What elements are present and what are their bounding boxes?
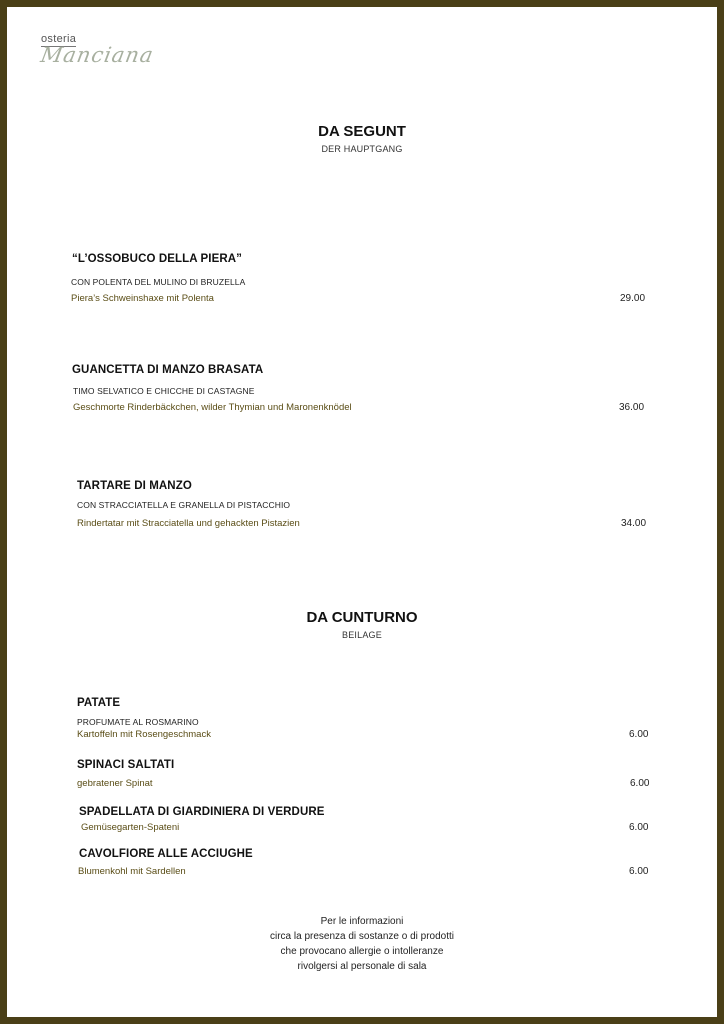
menu-item-price: 6.00 [629, 822, 649, 833]
menu-item-description: TIMO SELVATICO E CHICCHE DI CASTAGNE [73, 386, 255, 396]
menu-item-name: “L’OSSOBUCO DELLA PIERA” [72, 253, 243, 265]
menu-item-translation: gebratener Spinat [77, 778, 153, 789]
menu-item-description: CON POLENTA DEL MULINO DI BRUZELLA [71, 277, 246, 287]
section-subtitle-side-dishes: BEILAGE [342, 630, 382, 640]
menu-item-translation: Kartoffeln mit Rosengeschmack [77, 729, 211, 740]
menu-item-translation: Gemüsegarten-Spateni [81, 822, 180, 833]
menu-item-description: CON STRACCIATELLA E GRANELLA DI PISTACCHIO [77, 500, 291, 510]
allergy-note [7, 914, 717, 974]
menu-item-price: 29.00 [620, 293, 646, 304]
allergy-note-line: che provocano allergie o intolleranze [280, 946, 444, 957]
section-title-main-course: DA SEGUNT [318, 123, 406, 140]
menu-item-name: SPINACI SALTATI [77, 759, 175, 771]
section-title-side-dishes: DA CUNTURNO [306, 609, 418, 626]
menu-page [7, 7, 717, 1017]
allergy-note-line: circa la presenza di sostanze o di prodotti [270, 931, 454, 942]
menu-item-name: CAVOLFIORE ALLE ACCIUGHE [79, 848, 253, 860]
allergy-note-line: Per le informazioni [320, 916, 404, 927]
menu-item-translation: Piera’s Schweinshaxe mit Polenta [71, 293, 214, 304]
menu-item-name: PATATE [77, 697, 121, 709]
menu-item-description: PROFUMATE AL ROSMARINO [77, 717, 199, 727]
menu-item-name: TARTARE DI MANZO [77, 480, 192, 492]
allergy-note-line: rivolgersi al personale di sala [297, 961, 427, 972]
menu-item-price: 6.00 [629, 866, 649, 877]
menu-item-price: 6.00 [630, 778, 650, 789]
menu-item-name: SPADELLATA DI GIARDINIERA DI VERDURE [79, 806, 325, 818]
logo-script-text: Manciana [38, 43, 156, 67]
menu-item-translation: Rindertatar mit Stracciatella und gehackten Pistazien [77, 518, 300, 529]
menu-item-name: GUANCETTA DI MANZO BRASATA [72, 364, 264, 376]
menu-item-translation: Blumenkohl mit Sardellen [78, 866, 186, 877]
menu-item-price: 34.00 [621, 518, 647, 529]
section-subtitle-main-course: DER HAUPTGANG [321, 144, 403, 154]
menu-item-price: 36.00 [619, 402, 645, 413]
logo-osteria-text: osteria [41, 33, 77, 45]
menu-item-translation: Geschmorte Rinderbäckchen, wilder Thymian und Maronenknödel [73, 402, 352, 413]
restaurant-logo [38, 29, 156, 67]
menu-item-price: 6.00 [629, 729, 649, 740]
